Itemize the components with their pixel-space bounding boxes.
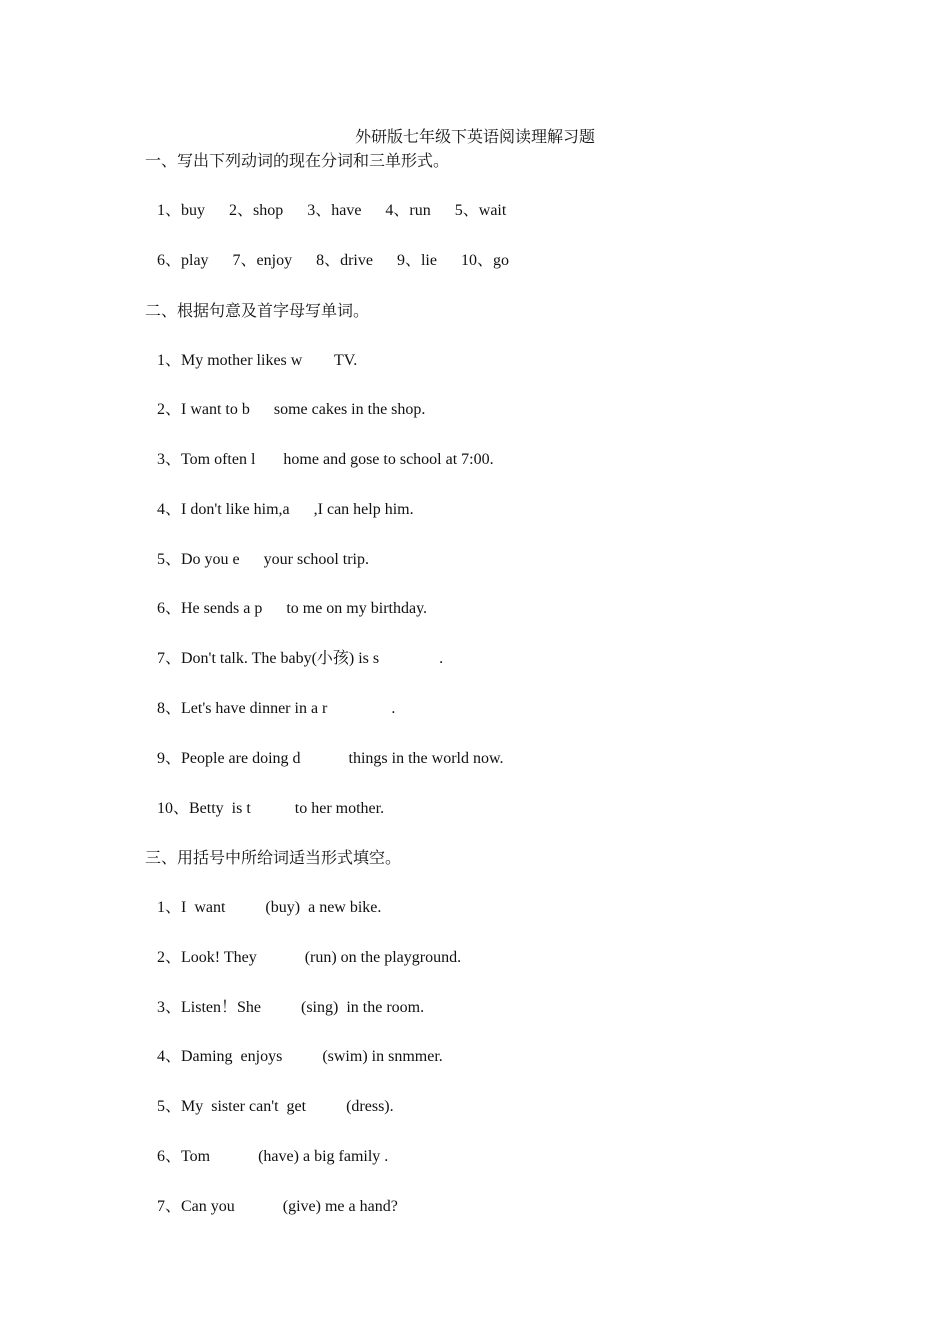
- exercise-line: 7、Don't talk. The baby(小孩) is s .: [157, 650, 444, 667]
- exercise-line: 8、Let's have dinner in a r .: [157, 700, 396, 717]
- exercise-line: 3、Tom often l home and gose to school at 7:00.: [157, 451, 494, 468]
- document-title: 外研版七年级下英语阅读理解习题: [354, 127, 595, 146]
- exercise-line: 5、My sister can't get (dress).: [157, 1098, 394, 1115]
- exercise-line: 6、He sends a p to me on my birthday.: [157, 600, 428, 617]
- exercise-line: 10、Betty is t to her mother.: [157, 800, 385, 817]
- exercise-line: 1、I want (buy) a new bike.: [157, 899, 382, 916]
- exercise-line: 2、I want to b some cakes in the shop.: [157, 401, 426, 418]
- exercise-line: 9、People are doing d things in the world now.: [157, 750, 504, 767]
- exercise-line: 2、Look! They (run) on the playground.: [157, 949, 462, 966]
- exercise-line: 4、I don't like him,a ,I can help him.: [157, 501, 414, 518]
- exercise-line: 3、Listen！She (sing) in the room.: [157, 999, 425, 1016]
- exercise-line: 1、buy 2、shop 3、have 4、run 5、wait: [157, 202, 507, 219]
- exercise-line: 4、Daming enjoys (swim) in snmmer.: [157, 1048, 443, 1065]
- section-heading-2: 二、根据句意及首字母写单词。: [145, 301, 370, 320]
- exercise-line: 5、Do you e your school trip.: [157, 551, 369, 568]
- section-heading-3: 三、用括号中所给词适当形式填空。: [145, 848, 402, 867]
- exercise-line: 6、play 7、enjoy 8、drive 9、lie 10、go: [157, 252, 509, 269]
- exercise-line: 6、Tom (have) a big family .: [157, 1148, 389, 1165]
- exercise-line: 7、Can you (give) me a hand?: [157, 1198, 398, 1215]
- exercise-line: 1、My mother likes w TV.: [157, 352, 358, 369]
- section-heading-1: 一、写出下列动词的现在分词和三单形式。: [145, 151, 450, 170]
